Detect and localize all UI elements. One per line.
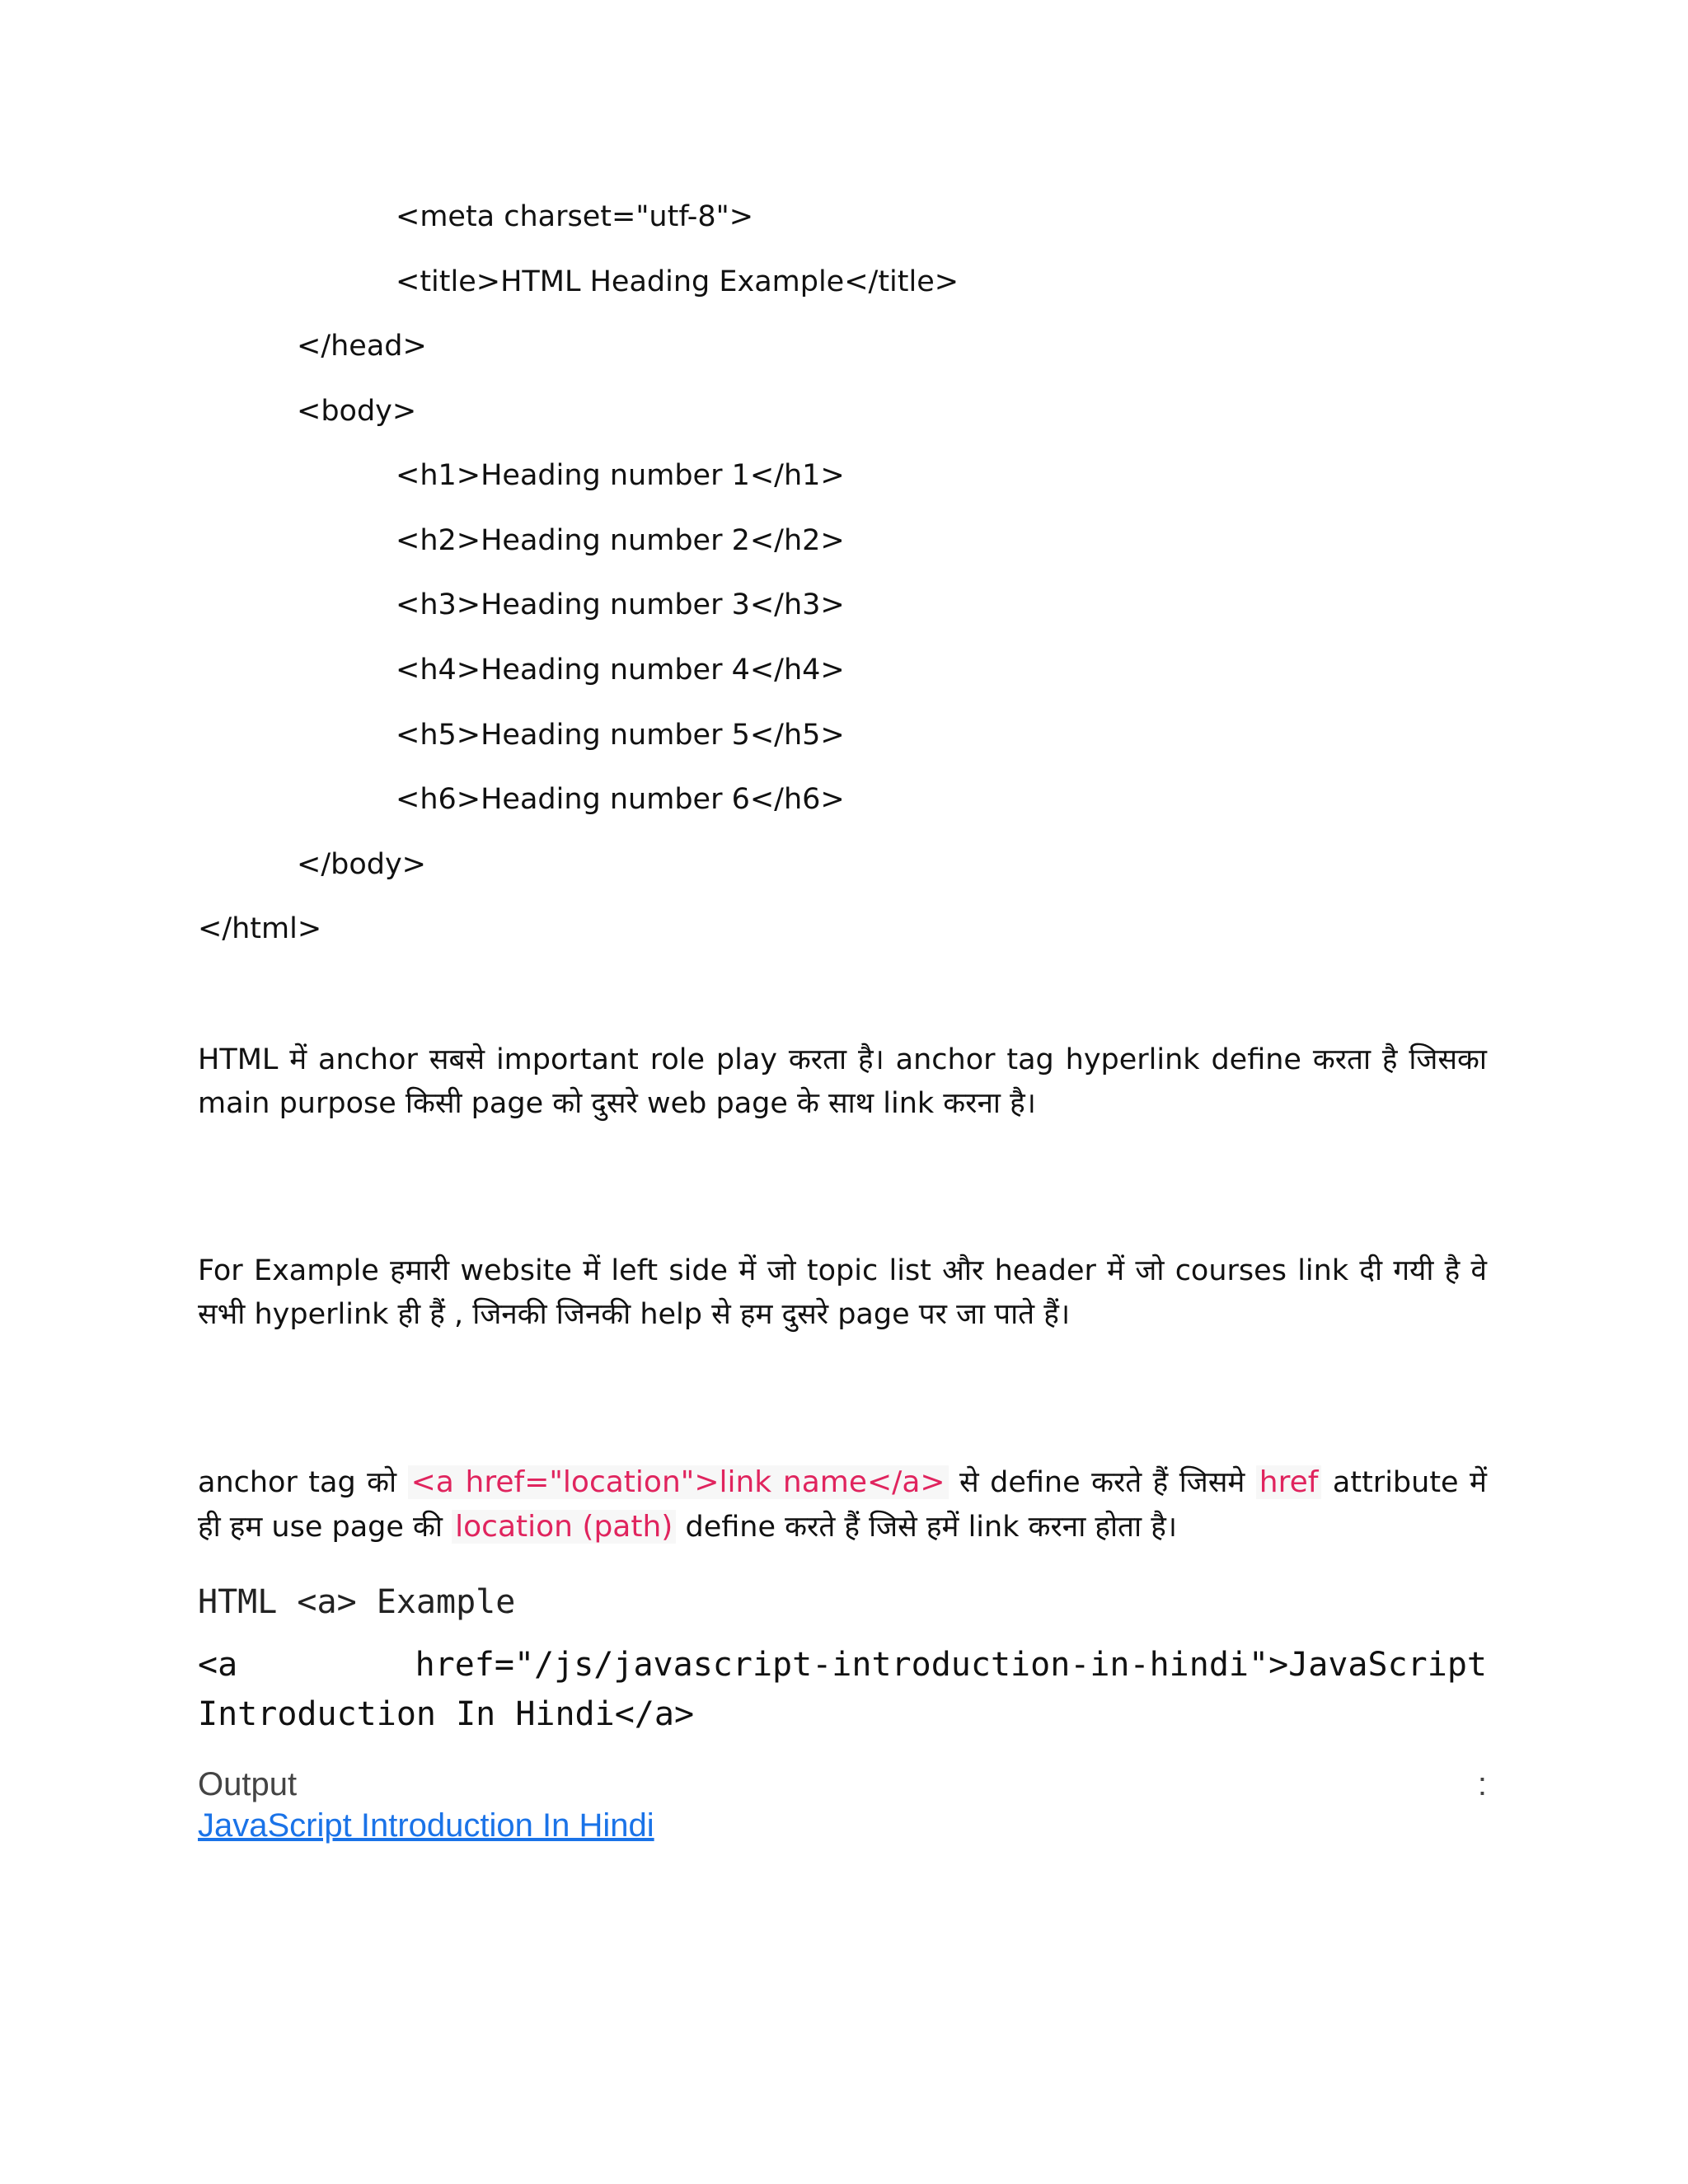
code-line: <title>HTML Heading Example</title> bbox=[396, 265, 959, 298]
code-line: <h6>Heading number 6</h6> bbox=[396, 783, 845, 816]
code-token: <a bbox=[198, 1646, 238, 1684]
code-line: </body> bbox=[297, 848, 427, 881]
code-line: </head> bbox=[297, 330, 427, 363]
code-line: </html> bbox=[198, 912, 322, 945]
code-line: <h5>Heading number 5</h5> bbox=[396, 719, 845, 752]
inline-code-href: href bbox=[1256, 1465, 1322, 1499]
output-example-link[interactable]: JavaScript Introduction In Hindi bbox=[198, 1807, 654, 1844]
paragraph-line bbox=[198, 1505, 1487, 1549]
paragraph-line: For Example हमारी website में left side में जो topic list और header में जो courses link दी गयी है वे bbox=[198, 1254, 1487, 1287]
code-line: <h2>Heading number 2</h2> bbox=[396, 524, 845, 557]
output-label-row bbox=[198, 1764, 1487, 1805]
code-line: <meta charset="utf-8"> bbox=[396, 200, 754, 233]
paragraph-line: main purpose किसी page को दुसरे web page के साथ link करना है। bbox=[198, 1087, 1036, 1120]
paragraph-text: ही हम use page की bbox=[198, 1511, 443, 1544]
anchor-intro-paragraph bbox=[198, 1038, 1487, 1126]
paragraph-line: सभी hyperlink ही हैं , जिनकी जिनकी help से हम दुसरे page पर जा पाते हैं। bbox=[198, 1298, 1071, 1331]
code-line: <body> bbox=[297, 395, 417, 428]
code-line: <h1>Heading number 1</h1> bbox=[396, 459, 845, 492]
code-line: <h3>Heading number 3</h3> bbox=[396, 588, 845, 621]
paragraph-line bbox=[198, 1460, 1487, 1505]
example-code-block bbox=[198, 1640, 1487, 1739]
code-line: <h4>Heading number 4</h4> bbox=[396, 654, 845, 687]
inline-code-location: location (path) bbox=[452, 1510, 676, 1544]
paragraph-text: anchor tag को bbox=[198, 1466, 397, 1499]
code-line: Introduction In Hindi</a> bbox=[198, 1695, 695, 1733]
anchor-syntax-paragraph bbox=[198, 1460, 1487, 1549]
code-line bbox=[198, 1640, 1487, 1690]
paragraph-line: HTML में anchor सबसे important role play करता है। anchor tag hyperlink define करता है जिसका bbox=[198, 1043, 1487, 1076]
output-colon: : bbox=[1477, 1766, 1487, 1802]
paragraph-text: define करते हैं जिसे हमें link करना होता है। bbox=[685, 1511, 1178, 1544]
paragraph-text: से define करते हैं जिसमे bbox=[959, 1466, 1245, 1499]
paragraph-text: attribute में bbox=[1332, 1466, 1487, 1499]
example-heading: HTML <a> Example bbox=[198, 1583, 516, 1621]
output-label: Output bbox=[198, 1766, 298, 1802]
inline-code-anchor-syntax: <a href="location">link name</a> bbox=[408, 1465, 949, 1499]
code-token: href="/js/javascript-introduction-in-hindi">JavaScript bbox=[415, 1646, 1487, 1684]
website-example-paragraph bbox=[198, 1249, 1487, 1337]
